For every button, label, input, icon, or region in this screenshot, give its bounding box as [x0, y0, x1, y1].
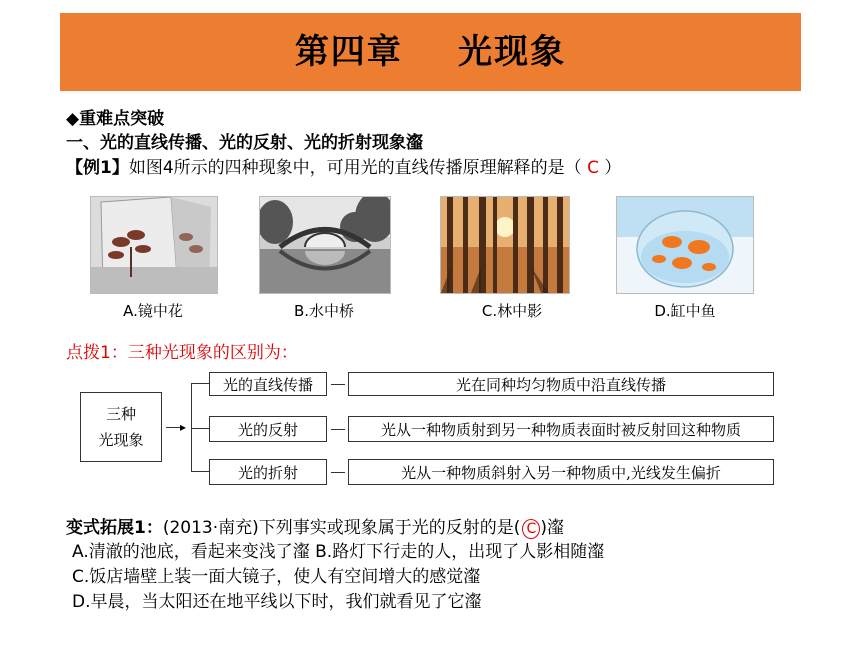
diagram-row-name: 光的直线传播 — [209, 372, 327, 396]
row-connector — [331, 429, 345, 430]
mirror-flower-photo — [90, 196, 218, 294]
fishbowl-photo — [616, 196, 754, 294]
row-connector — [331, 472, 345, 473]
caption-d: D.缸中鱼 — [654, 302, 716, 320]
variant-suffix: )瀣 — [540, 518, 565, 538]
variant-prefix: 变式拓展1： — [66, 518, 163, 538]
caption-c: C.林中影 — [481, 302, 543, 320]
caption-b: B.水中桥 — [293, 302, 355, 320]
page-title: 第四章 光现象 — [294, 32, 567, 72]
bracket-top — [191, 383, 209, 384]
section-heading: 一、光的直线传播、光的反射、光的折射现象瀣 — [66, 133, 423, 153]
diagram-row-desc: 光从一种物质斜射入另一种物质中,光线发生偏折 — [348, 459, 774, 485]
bridge-reflection-photo — [259, 196, 391, 294]
example-question — [66, 153, 621, 178]
forest-shadow-photo — [440, 196, 570, 294]
variant-answer: C — [522, 519, 540, 539]
bracket-mid — [191, 428, 209, 429]
option-line: C.饭店墙壁上装一面大镜子，使人有空间增大的感觉瀣 — [72, 567, 481, 587]
option-line: D.早晨，当太阳还在地平线以下时，我们就看见了它瀣 — [72, 592, 482, 612]
arrow-head-icon: ▸ — [180, 420, 187, 434]
variant-question — [66, 513, 564, 539]
diagram-row-desc: 光在同种均匀物质中沿直线传播 — [348, 372, 774, 396]
option-line: A.清澈的池底，看起来变浅了瀣 B.路灯下行走的人，出现了人影相随瀣 — [72, 542, 605, 562]
example-prefix: 【例1】 — [66, 158, 129, 178]
example-text: 如图4所示的四种现象中，可用光的直线传播原理解释的是（ — [128, 158, 582, 178]
diagram-row-name: 光的反射 — [209, 416, 327, 442]
example-answer: C — [587, 158, 599, 178]
example-suffix: ） — [604, 158, 622, 178]
caption-a: A.镜中花 — [123, 302, 183, 320]
row-connector — [331, 384, 345, 385]
diagram-bracket — [191, 383, 192, 471]
variant-text: (2013·南充)下列事实或现象属于光的反射的是( — [162, 518, 521, 538]
diagram-root-box: 三种 光现象 — [80, 392, 162, 462]
section-label: ◆重难点突破 — [66, 109, 165, 129]
tip-text: 点拨1：三种光现象的区别为： — [66, 343, 298, 363]
bracket-bottom — [191, 471, 209, 472]
diagram-row-desc: 光从一种物质射到另一种物质表面时被反射回这种物质 — [348, 416, 774, 442]
diagram-row-name: 光的折射 — [209, 459, 327, 485]
